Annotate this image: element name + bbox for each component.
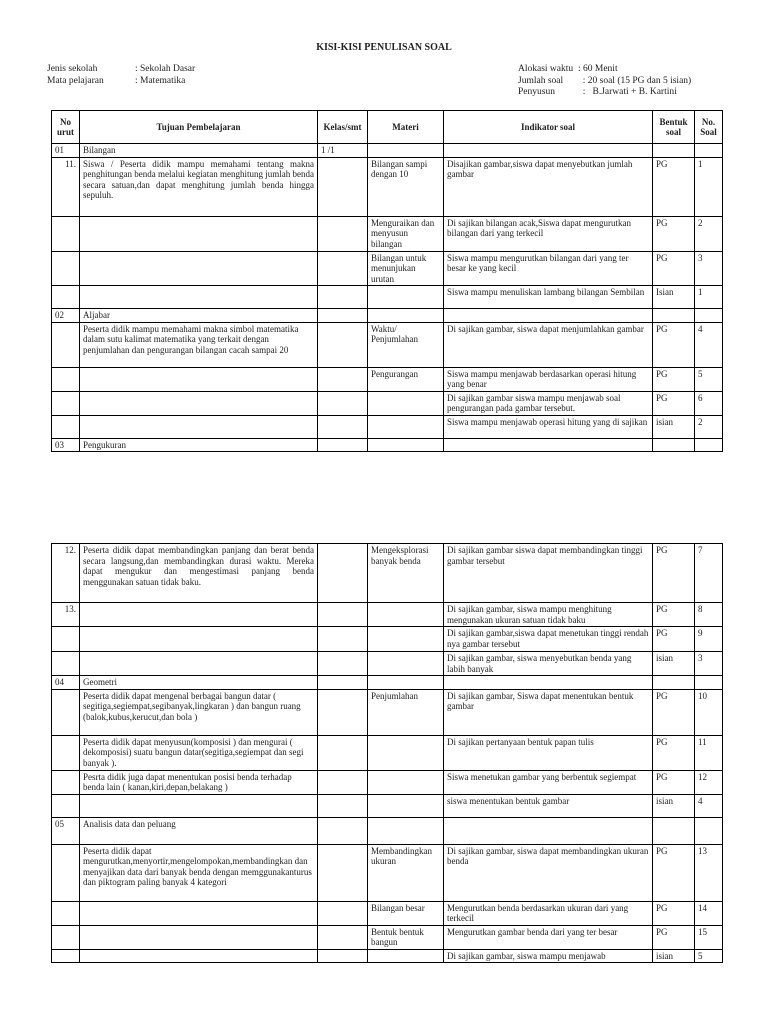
meta-row-count [518, 76, 691, 88]
header-no: No urut [52, 111, 80, 144]
meta-right [518, 64, 691, 99]
cell-no: 03 [52, 438, 80, 452]
meta-row-author [518, 87, 691, 99]
cell-bentuk: PG [653, 216, 695, 251]
cell-tujuan [80, 652, 318, 676]
cell-indikator: Disajikan gambar,siswa dapat menyebutkan jumlah gambar [444, 157, 653, 216]
cell-tujuan: Geometri [80, 676, 318, 690]
table-row [52, 949, 723, 963]
cell-nosoal: 9 [695, 627, 723, 652]
cell-kelas [318, 216, 368, 251]
table-row [52, 603, 723, 627]
table-row [52, 770, 723, 794]
cell-no: 11. [52, 157, 80, 216]
cell-nosoal: 10 [695, 689, 723, 735]
meta-row-school [47, 64, 195, 76]
cell-nosoal: 6 [695, 391, 723, 415]
cell-nosoal [695, 676, 723, 690]
cell-kelas [318, 286, 368, 309]
table-row [52, 652, 723, 676]
table-row [52, 689, 723, 735]
cell-kelas: 1 /1 [318, 144, 368, 158]
table-row [52, 438, 723, 452]
cell-tujuan [80, 216, 318, 251]
cell-no [52, 925, 80, 949]
cell-nosoal: 2 [695, 216, 723, 251]
cell-no [52, 844, 80, 901]
cell-tujuan: Peserta didik dapat menyusun(komposisi ) dan mengurai ( dekomposisi) suatu bangun datar(segitiga,segiempat dan segi banyak ). [80, 735, 318, 770]
cell-tujuan [80, 391, 318, 415]
table-row [52, 817, 723, 844]
cell-tujuan: Siswa / Peserta didik mampu memahami tentang makna penghitungan benda melalui kegiatan menghitung jumlah benda secara satuan,dan dapat menghitung jumlah benda hingga sepuluh. [80, 157, 318, 216]
table-row [52, 544, 723, 603]
cell-tujuan [80, 415, 318, 438]
table-row [52, 144, 723, 158]
table-row [52, 216, 723, 251]
cell-bentuk: PG [653, 925, 695, 949]
cell-tujuan [80, 627, 318, 652]
cell-bentuk: PG [653, 735, 695, 770]
cell-materi [368, 144, 444, 158]
cell-no: 13. [52, 603, 80, 627]
cell-bentuk: PG [653, 391, 695, 415]
header-materi: Materi [368, 111, 444, 144]
cell-materi: Mengeksplorasi banyak benda [368, 544, 444, 603]
cell-indikator: Di sajikan pertanyaan bentuk papan tulis [444, 735, 653, 770]
cell-materi [368, 949, 444, 963]
table-row [52, 925, 723, 949]
cell-bentuk: isian [653, 415, 695, 438]
meta-value: : 60 Menit [578, 64, 618, 74]
cell-tujuan [80, 794, 318, 817]
table-row [52, 251, 723, 286]
cell-materi [368, 652, 444, 676]
cell-no [52, 367, 80, 391]
cell-bentuk: PG [653, 844, 695, 901]
cell-nosoal: 12 [695, 770, 723, 794]
meta-value: : Matematika [135, 75, 186, 86]
cell-tujuan [80, 949, 318, 963]
cell-tujuan [80, 925, 318, 949]
cell-tujuan: Peserta didik dapat mengurutkan,menyortir,mengelompokan,membandingkan dan menyajikan data dari banyak benda dengan memggunakanturus dan piktogram paling banyak 4 kategori [80, 844, 318, 901]
cell-no [52, 652, 80, 676]
cell-nosoal: 4 [695, 794, 723, 817]
table-row [52, 309, 723, 323]
cell-bentuk: PG [653, 627, 695, 652]
cell-tujuan [80, 286, 318, 309]
cell-bentuk: PG [653, 544, 695, 603]
cell-kelas [318, 676, 368, 690]
table-row [52, 844, 723, 901]
cell-kelas [318, 817, 368, 844]
cell-nosoal [695, 438, 723, 452]
cell-bentuk: PG [653, 901, 695, 925]
cell-kelas [318, 603, 368, 627]
cell-kelas [318, 735, 368, 770]
cell-bentuk: PG [653, 603, 695, 627]
cell-indikator: Di sajikan gambar, siswa dapat menjumlahkan gambar [444, 322, 653, 367]
cell-indikator [444, 438, 653, 452]
cell-kelas [318, 901, 368, 925]
cell-bentuk: PG [653, 251, 695, 286]
cell-bentuk: PG [653, 157, 695, 216]
cell-kelas [318, 689, 368, 735]
cell-bentuk: PG [653, 689, 695, 735]
meta-row-subject [47, 76, 195, 88]
cell-materi: Pengurangan [368, 367, 444, 391]
cell-indikator: Di sajikan gambar,siswa dapat menetukan tinggi rendah nya gambar tersebut [444, 627, 653, 652]
cell-materi [368, 770, 444, 794]
cell-bentuk: isian [653, 794, 695, 817]
cell-kelas [318, 438, 368, 452]
cell-kelas [318, 770, 368, 794]
cell-no [52, 391, 80, 415]
cell-bentuk: Isian [653, 286, 695, 309]
table-row [52, 735, 723, 770]
cell-indikator: Di sajikan gambar siswa dapat membandingkan tinggi gambar tersebut [444, 544, 653, 603]
cell-no [52, 949, 80, 963]
cell-nosoal: 5 [695, 949, 723, 963]
grid-table-1 [51, 110, 723, 452]
cell-bentuk [653, 309, 695, 323]
cell-indikator: Siswa mampu menuliskan lambang bilangan Sembilan [444, 286, 653, 309]
cell-indikator: Siswa mampu menjawab operasi hitung yang di sajikan [444, 415, 653, 438]
cell-tujuan [80, 367, 318, 391]
cell-bentuk: PG [653, 770, 695, 794]
cell-no [52, 689, 80, 735]
cell-kelas [318, 652, 368, 676]
cell-indikator: Siswa menetukan gambar yang berbentuk segiempat [444, 770, 653, 794]
meta-value: : Sekolah Dasar [135, 64, 196, 74]
cell-kelas [318, 925, 368, 949]
cell-materi [368, 735, 444, 770]
cell-no [52, 286, 80, 309]
cell-indikator: Mengurutkan gambar benda dari yang ter besar [444, 925, 653, 949]
cell-no [52, 901, 80, 925]
table-row [52, 391, 723, 415]
cell-nosoal: 11 [695, 735, 723, 770]
cell-materi: Membandingkan ukuran [368, 844, 444, 901]
cell-nosoal: 3 [695, 251, 723, 286]
cell-materi [368, 603, 444, 627]
cell-kelas [318, 367, 368, 391]
cell-tujuan: Bilangan [80, 144, 318, 158]
table-row [52, 794, 723, 817]
cell-nosoal: 5 [695, 367, 723, 391]
cell-nosoal: 15 [695, 925, 723, 949]
table-body-2 [52, 544, 723, 963]
cell-materi: Waktu/ Penjumlahan [368, 322, 444, 367]
meta-label: Penyusun [518, 87, 555, 97]
meta-label: Jumlah soal [518, 75, 564, 86]
cell-no [52, 770, 80, 794]
cell-nosoal: 4 [695, 322, 723, 367]
cell-indikator: Di sajikan bilangan acak,Siswa dapat mengurutkan bilangan dari yang terkecil [444, 216, 653, 251]
cell-materi [368, 438, 444, 452]
cell-bentuk [653, 144, 695, 158]
cell-materi: Bilangan besar [368, 901, 444, 925]
meta-label: Mata pelajaran [47, 75, 104, 86]
cell-indikator: Di sajikan gambar, Siswa dapat menentukan bentuk gambar [444, 689, 653, 735]
cell-kelas [318, 157, 368, 216]
cell-indikator: Di sajikan gambar, siswa menyebutkan benda yang labih banyak [444, 652, 653, 676]
cell-indikator: siswa menentukan bentuk gambar [444, 794, 653, 817]
cell-nosoal: 2 [695, 415, 723, 438]
cell-indikator: Di sajikan gambar siswa mampu menjawab soal pengurangan pada gambar tersebut. [444, 391, 653, 415]
header-kelas: Kelas/smt [318, 111, 368, 144]
cell-indikator [444, 144, 653, 158]
cell-materi: Bentuk bentuk bangun [368, 925, 444, 949]
meta-value: : 20 soal (15 PG dan 5 isian) [578, 75, 692, 86]
cell-bentuk: PG [653, 367, 695, 391]
cell-nosoal: 8 [695, 603, 723, 627]
cell-indikator [444, 817, 653, 844]
cell-nosoal: 3 [695, 652, 723, 676]
header-bentuk: Bentuk soal [653, 111, 695, 144]
cell-no [52, 627, 80, 652]
cell-bentuk [653, 438, 695, 452]
cell-tujuan: Peserta didik dapat mengenal berbagai bangun datar ( segitiga,segiempat,segibanyak,lingkaran ) dan bangun ruang (balok,kubus,kerucut,dan bola ) [80, 689, 318, 735]
cell-materi: Bilangan sampi dengan 10 [368, 157, 444, 216]
cell-materi [368, 286, 444, 309]
cell-nosoal [695, 817, 723, 844]
cell-materi [368, 391, 444, 415]
cell-materi [368, 817, 444, 844]
table-row [52, 676, 723, 690]
cell-nosoal [695, 309, 723, 323]
cell-indikator: Siswa mampu mengurutkan bilangan dari yang ter besar ke yang kecil [444, 251, 653, 286]
header-row [52, 111, 723, 144]
cell-indikator: Di sajikan gambar, siswa mampu menghitung mengunakan ukuran satuan tidak baku [444, 603, 653, 627]
cell-bentuk: isian [653, 652, 695, 676]
meta-row-time [518, 64, 691, 76]
table-row [52, 901, 723, 925]
cell-kelas [318, 627, 368, 652]
cell-tujuan: Peserta didik dapat membandingkan panjang dan berat benda secara langsung,dan membandingkan durasi waktu. Mereka dapat mengukur dan mengestimasi panjang benda menggunakan satuan tidak baku. [80, 544, 318, 603]
table-row [52, 627, 723, 652]
cell-materi: Menguraikan dan menyusun bilangan [368, 216, 444, 251]
cell-no [52, 794, 80, 817]
table-row [52, 367, 723, 391]
table-row [52, 157, 723, 216]
cell-no: 05 [52, 817, 80, 844]
meta-value: : B.Jarwati + B. Kartini [578, 87, 677, 97]
cell-tujuan: Pengukuran [80, 438, 318, 452]
cell-no: 02 [52, 309, 80, 323]
cell-indikator: Siswa mampu menjawab berdasarkan operasi hitung yang benar [444, 367, 653, 391]
cell-tujuan: Peserta didik mampu memahami makna simbol matematika dalam sutu kalimat matematika yang terkait dengan penjumlahan dan pengurangan bilangan cacah sampai 20 [80, 322, 318, 367]
cell-kelas [318, 309, 368, 323]
cell-tujuan [80, 251, 318, 286]
cell-materi [368, 627, 444, 652]
cell-nosoal: 1 [695, 286, 723, 309]
cell-no: 04 [52, 676, 80, 690]
cell-bentuk: isian [653, 949, 695, 963]
cell-indikator: Di sajikan gambar, siswa mampu menjawab [444, 949, 653, 963]
cell-tujuan [80, 603, 318, 627]
cell-kelas [318, 415, 368, 438]
cell-materi [368, 794, 444, 817]
table-row [52, 286, 723, 309]
header-tujuan: Tujuan Pembelajaran [80, 111, 318, 144]
cell-no [52, 735, 80, 770]
cell-materi: Penjumlahan [368, 689, 444, 735]
cell-kelas [318, 844, 368, 901]
cell-tujuan: Pesrta didik juga dapat menentukan posisi benda terhadap benda lain ( kanan,kiri,depan,belakang ) [80, 770, 318, 794]
document-title: KISI-KISI PENULISAN SOAL [316, 42, 452, 53]
cell-kelas [318, 949, 368, 963]
cell-materi [368, 415, 444, 438]
cell-indikator [444, 309, 653, 323]
cell-no: 01 [52, 144, 80, 158]
cell-kelas [318, 544, 368, 603]
table-row [52, 415, 723, 438]
cell-no [52, 216, 80, 251]
cell-nosoal: 14 [695, 901, 723, 925]
cell-no [52, 322, 80, 367]
cell-nosoal: 7 [695, 544, 723, 603]
meta-left [47, 64, 195, 87]
cell-tujuan: Analisis data dan peluang [80, 817, 318, 844]
cell-nosoal: 1 [695, 157, 723, 216]
cell-kelas [318, 322, 368, 367]
cell-indikator: Mengurutkan benda berdasarkan ukuran dari yang terkecil [444, 901, 653, 925]
cell-no [52, 415, 80, 438]
cell-materi [368, 676, 444, 690]
header-indikator: Indikator soal [444, 111, 653, 144]
cell-materi [368, 309, 444, 323]
cell-bentuk [653, 817, 695, 844]
cell-indikator: Di sajikan gambar, siswa dapat membandingkan ukuran benda [444, 844, 653, 901]
cell-kelas [318, 391, 368, 415]
grid-table-2 [51, 543, 723, 963]
cell-indikator [444, 676, 653, 690]
meta-label: Alokasi waktu [518, 64, 574, 74]
cell-kelas [318, 251, 368, 286]
table-row [52, 322, 723, 367]
cell-no: 12. [52, 544, 80, 603]
table-body-1 [52, 144, 723, 452]
cell-nosoal [695, 144, 723, 158]
cell-tujuan [80, 901, 318, 925]
cell-bentuk [653, 676, 695, 690]
cell-materi: Bilangan untuk menunjukan urutan [368, 251, 444, 286]
cell-no [52, 251, 80, 286]
cell-kelas [318, 794, 368, 817]
cell-bentuk: PG [653, 322, 695, 367]
cell-nosoal: 13 [695, 844, 723, 901]
meta-label: Jenis sekolah [47, 64, 98, 74]
cell-tujuan: Aljabar [80, 309, 318, 323]
header-nosoal: No. Soal [695, 111, 723, 144]
